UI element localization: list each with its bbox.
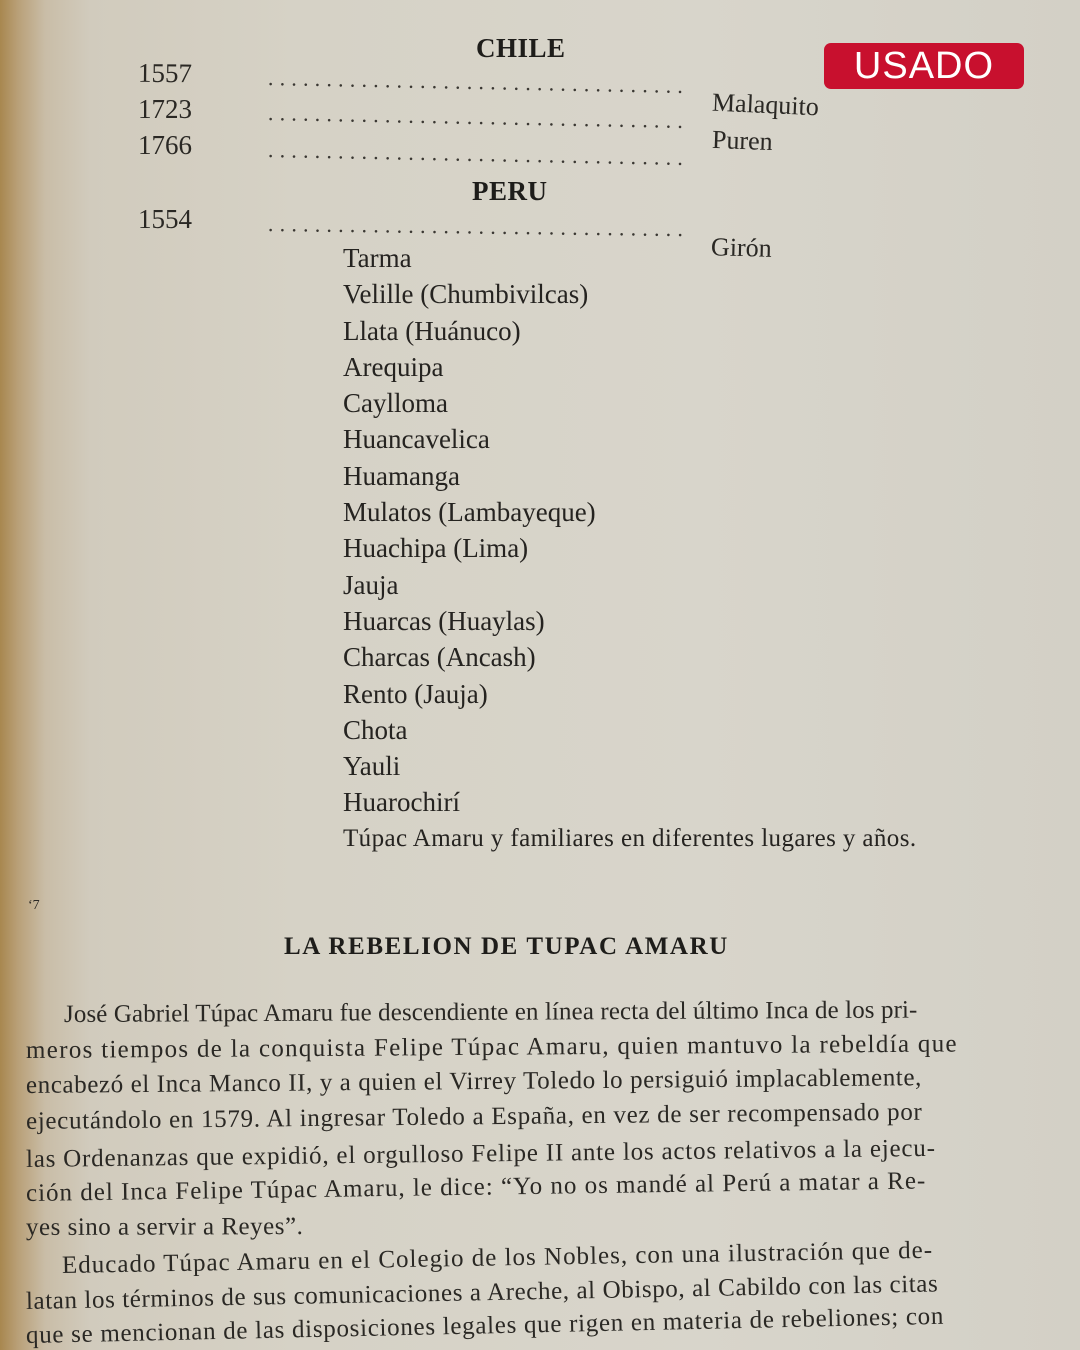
- paragraph-line: José Gabriel Túpac Amaru fue descendiente en línea recta del último Inca de los pri-: [63, 996, 918, 1028]
- chile-heading: CHILE: [476, 33, 566, 63]
- list-item: Yauli: [343, 751, 401, 782]
- list-item: Jauja: [343, 569, 399, 600]
- list-item: Charcas (Ancash): [343, 642, 536, 673]
- entry-place: Girón: [710, 232, 773, 263]
- list-item: Mulatos (Lambayeque): [343, 497, 596, 528]
- peru-heading: PERU: [472, 176, 548, 206]
- paragraph-line: ejecutándolo en 1579. Al ingresar Toledo a España, en vez de ser recompensado por: [25, 1098, 923, 1135]
- list-item: Velille (Chumbivilcas): [343, 279, 589, 310]
- list-item: Rento (Jauja): [343, 678, 488, 709]
- paragraph-line: meros tiempos de la conquista Felipe Túpac Amaru, quien mantuvo la rebeldía que: [25, 1030, 958, 1064]
- list-item: Túpac Amaru y familiares en diferentes lugares y años.: [343, 824, 917, 852]
- paragraph-line: ción del Inca Felipe Túpac Amaru, le dice: “Yo no os mandé al Perú a matar a Re-: [25, 1167, 927, 1207]
- section-title: LA REBELION DE TUPAC AMARU: [284, 933, 729, 960]
- entry-year: 1723: [138, 94, 192, 124]
- paragraph-line: encabezó el Inca Manco II, y a quien el Virrey Toledo lo persiguió implacablemente,: [25, 1064, 923, 1099]
- list-item: Huarochirí: [343, 787, 460, 818]
- entry-place: Puren: [711, 124, 774, 157]
- list-item: Huancavelica: [343, 424, 490, 455]
- entry-place: Malaquito: [711, 87, 820, 122]
- list-item: Huamanga: [343, 460, 460, 491]
- paragraph-line: yes sino a servir a Reyes”.: [25, 1213, 304, 1241]
- paragraph-line: que se mencionan de las disposiciones legales que rigen en materia de rebeliones; con: [25, 1302, 945, 1349]
- list-item: Caylloma: [343, 388, 448, 419]
- paragraph-line: latan los términos de sus comunicaciones a Areche, al Obispo, al Cabildo con las citas: [25, 1270, 939, 1315]
- paragraph-line: las Ordenanzas que expidió, el orgulloso Felipe II ante los actos relativos a la ejecu-: [25, 1134, 936, 1173]
- list-item: Chota: [343, 714, 408, 745]
- list-item: Huarcas (Huaylas): [343, 605, 545, 636]
- used-badge: USADO: [824, 43, 1024, 89]
- entry-year: 1557: [137, 57, 193, 89]
- leader-dots: ....................................: [267, 211, 690, 242]
- list-item: Arequipa: [343, 351, 444, 382]
- entry-year: 1554: [138, 204, 192, 234]
- places-list: [343, 240, 916, 857]
- leader-dots: ....................................: [267, 65, 690, 99]
- list-item: Llata (Huánuco): [343, 315, 521, 346]
- marginal-mark: ‘7: [28, 898, 40, 913]
- paragraph-line: Educado Túpac Amaru en el Colegio de los Nobles, con una ilustración que de-: [61, 1236, 934, 1279]
- leader-dots: ....................................: [267, 100, 690, 134]
- list-item: Huachipa (Lima): [343, 533, 529, 564]
- list-item: Tarma: [343, 243, 412, 273]
- entry-year: 1766: [138, 130, 192, 160]
- leader-dots: ....................................: [267, 137, 690, 171]
